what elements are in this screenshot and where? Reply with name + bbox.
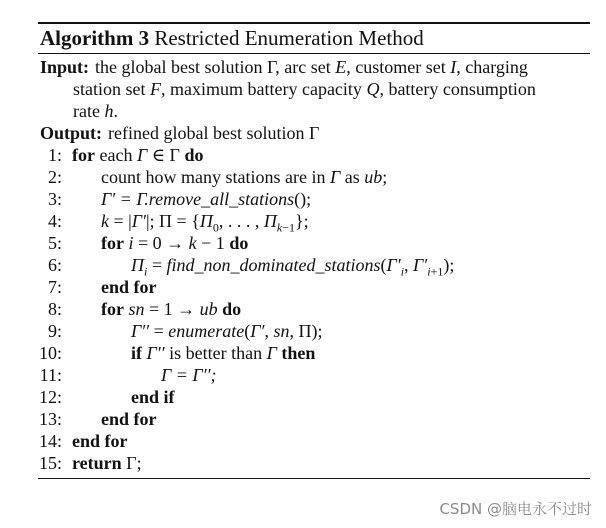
line-number: 14: [38, 431, 62, 451]
line-number: 5: [47, 233, 62, 253]
caption-rule [38, 53, 590, 54]
line-code: for each Γ ∈ Γ do [72, 145, 204, 165]
algo-line [38, 298, 590, 320]
algo-line [38, 408, 590, 430]
algo-line [38, 276, 590, 298]
line-code: end for [72, 431, 128, 451]
line-code: return Γ; [72, 453, 142, 473]
input-block [38, 56, 590, 122]
algo-line [38, 452, 590, 474]
line-code: if Γ′′ is better than Γ then [131, 343, 316, 363]
algorithm-title: Restricted Enumeration Method [154, 26, 424, 50]
output-label: Output: [40, 123, 103, 143]
output-text: refined global best solution Γ [108, 123, 320, 143]
line-code: count how many stations are in Γ as ub; [101, 167, 388, 187]
line-code: for i = 0 → k − 1 do [101, 233, 249, 253]
line-code: k = |Γ′|; $\Pi = \{\Pi_0$, . . . , $\Pi_{k-1}$}; [101, 211, 309, 235]
line-code: $\Pi_i$ = $find\_non\_dominated\_stations(\Gamma'_i$, $\Gamma'_{i+1}$); [131, 255, 455, 279]
input-label: Input: [40, 57, 90, 77]
line-number: 11: [39, 365, 62, 385]
algo-line [38, 188, 590, 210]
line-number: 10: [38, 343, 62, 363]
algo-line [38, 342, 590, 364]
line-number: 15: [38, 453, 62, 473]
line-number: 7: [47, 277, 62, 297]
algo-line [38, 364, 590, 386]
line-number: 1: [47, 145, 62, 165]
algo-line [38, 144, 590, 166]
algorithm-lines [38, 144, 590, 474]
algo-line [38, 386, 590, 408]
algorithm-caption [38, 24, 590, 53]
algo-line [38, 430, 590, 452]
algo-line [38, 166, 590, 188]
line-code: Γ = Γ′′; [161, 365, 217, 385]
line-number: 6: [47, 255, 62, 275]
input-line-2: station set F, maximum battery capacity Q, battery consumption [73, 79, 536, 99]
output-block [38, 122, 590, 144]
line-number: 2: [47, 167, 62, 187]
algo-line [38, 232, 590, 254]
line-code: Γ′ = Γ.remove_all_stations(); [101, 189, 312, 209]
algorithm-label: Algorithm 3 [40, 26, 150, 50]
watermark: CSDN @脑电永不过时 [439, 500, 592, 518]
line-code: end for [101, 409, 157, 429]
line-number: 4: [47, 211, 62, 231]
line-number: 8: [47, 299, 62, 319]
line-number: 9: [47, 321, 62, 341]
line-code: end if [131, 387, 175, 407]
algo-line [38, 210, 590, 235]
algorithm-box [38, 22, 590, 479]
line-code: for sn = 1 → ub do [101, 299, 242, 319]
input-line-3: rate h. [73, 101, 118, 121]
line-number: 12: [38, 387, 62, 407]
line-number: 3: [47, 189, 62, 209]
line-number: 13: [38, 409, 62, 429]
algo-line [38, 254, 590, 279]
line-code: Γ′′ = enumerate(Γ′, sn, Π); [131, 321, 323, 341]
line-code: end for [101, 277, 157, 297]
algo-line [38, 320, 590, 342]
bottom-rule [38, 478, 590, 479]
input-line-1: the global best solution Γ, arc set E, customer set I, charging [95, 57, 528, 77]
